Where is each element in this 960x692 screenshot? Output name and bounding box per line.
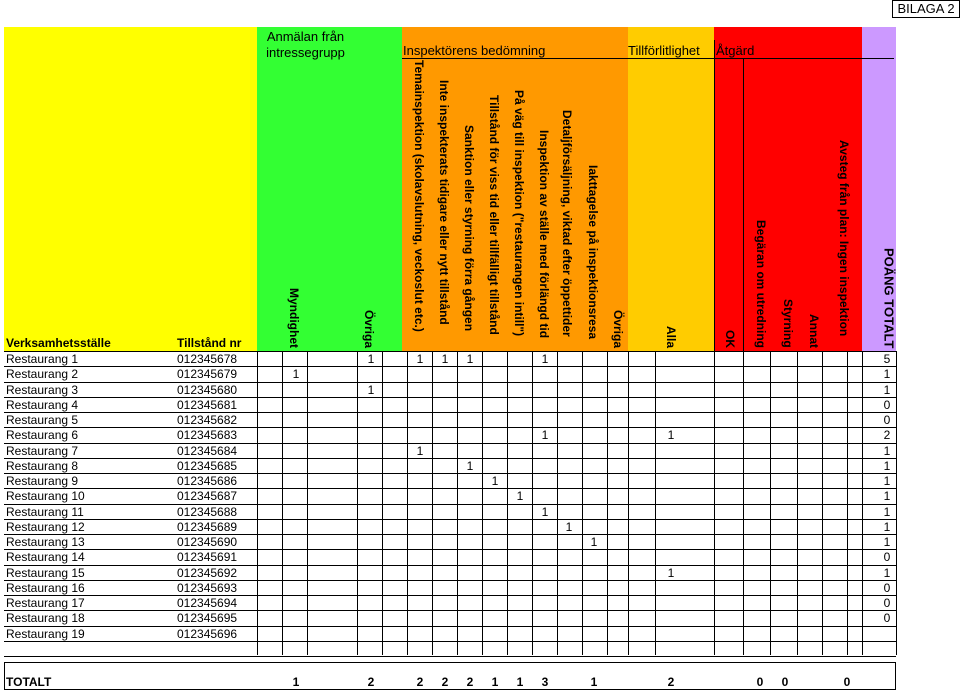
header-divider [402, 58, 894, 59]
total-label: TOTALT [6, 675, 52, 689]
row-cell-value: 1 [541, 352, 549, 366]
row-cell-value: 1 [590, 535, 598, 549]
total-cell-value: 0 [843, 675, 851, 689]
col-sanktion [459, 60, 479, 350]
row-poang-total: 0 [883, 550, 891, 565]
row-poang-total: 2 [883, 428, 891, 443]
row-tillstand-nr: 012345691 [177, 550, 238, 565]
total-row-box [4, 662, 896, 690]
col-inte-inspekterats [434, 60, 454, 350]
col-ovriga2 [608, 60, 628, 350]
grid-hline [4, 641, 896, 642]
table-row [0, 473, 960, 488]
table-row [0, 458, 960, 473]
header-styrning: Styrning [781, 299, 795, 348]
row-cell-value: 1 [516, 489, 524, 504]
total-cell-value: 2 [441, 675, 449, 689]
col-alla [661, 60, 681, 350]
table-row [0, 595, 960, 610]
header-iakttagelse: Iakttagelse på inspektionsresa [586, 165, 600, 340]
green-band [257, 27, 402, 351]
col-detalj [557, 60, 577, 350]
table-row [0, 610, 960, 625]
header-ovriga1: Övriga [362, 309, 376, 348]
row-poang-total: 0 [883, 580, 891, 595]
header-inte-inspekterats: Inte inspekterats tidigare eller nytt tillstånd [437, 80, 451, 325]
col-ok [720, 60, 740, 350]
row-verksamhetsstalle: Restaurang 6 [6, 428, 79, 443]
header-ok: OK [723, 330, 737, 348]
row-poang-total: 1 [883, 474, 891, 488]
header-tema: Temainspektion (skolavslutning, veckoslut etc.) [412, 60, 426, 332]
row-poang-total: 0 [883, 413, 891, 427]
header-sanktion: Sanktion eller styrning förra gången [462, 125, 476, 332]
header-tillstand-nr: Tillstånd nr [177, 336, 242, 350]
header-pa-vag: På väg till inspektion ("restaurangen intill") [512, 90, 526, 337]
row-verksamhetsstalle: Restaurang 18 [6, 611, 85, 626]
row-poang-total: 1 [883, 519, 891, 534]
total-cell-value: 1 [292, 675, 300, 689]
col-annat [804, 60, 824, 350]
header-divider-v [714, 40, 715, 351]
table-row [0, 534, 960, 549]
table-row [0, 427, 960, 442]
total-cell-value: 3 [541, 675, 549, 689]
header-annat: Annat [807, 314, 821, 348]
total-cell-value: 2 [367, 675, 375, 689]
row-tillstand-nr: 012345692 [177, 565, 238, 580]
header-myndighet: Myndighet [287, 288, 301, 348]
row-tillstand-nr: 012345679 [177, 367, 238, 382]
row-cell-value: 1 [667, 428, 675, 443]
total-cell-value: 2 [466, 675, 474, 689]
header-ovriga2: Övriga [611, 309, 625, 348]
row-tillstand-nr: 012345686 [177, 474, 238, 488]
row-cell-value: 1 [367, 382, 375, 397]
row-tillstand-nr: 012345693 [177, 580, 238, 595]
row-verksamhetsstalle: Restaurang 13 [6, 535, 85, 549]
row-tillstand-nr: 012345682 [177, 413, 238, 427]
row-verksamhetsstalle: Restaurang 19 [6, 626, 85, 641]
row-cell-value: 1 [367, 352, 375, 366]
row-verksamhetsstalle: Restaurang 7 [6, 443, 79, 458]
row-poang-total: 0 [883, 397, 891, 412]
row-poang-total: 5 [883, 352, 891, 366]
col-iakttagelse [583, 60, 603, 350]
row-poang-total: 1 [883, 458, 891, 473]
header-tillstand-viss: Tillstånd för viss tid eller tillfälligt tillstånd [487, 95, 501, 335]
row-poang-total: 0 [883, 611, 891, 626]
row-verksamhetsstalle: Restaurang 1 [6, 352, 79, 366]
row-tillstand-nr: 012345678 [177, 352, 238, 366]
table-row [0, 351, 960, 366]
yellow-band [4, 27, 257, 351]
row-verksamhetsstalle: Restaurang 10 [6, 489, 85, 504]
table-row [0, 565, 960, 580]
row-poang-total: 1 [883, 367, 891, 382]
grid-hline [4, 656, 896, 657]
row-verksamhetsstalle: Restaurang 5 [6, 413, 79, 427]
row-cell-value: 1 [491, 474, 499, 488]
col-styrning [778, 60, 798, 350]
row-verksamhetsstalle: Restaurang 3 [6, 382, 79, 397]
row-verksamhetsstalle: Restaurang 15 [6, 565, 85, 580]
total-cell-value: 1 [590, 675, 598, 689]
header-avsteg: Avsteg från plan: Ingen inspektion [837, 140, 851, 337]
row-tillstand-nr: 012345694 [177, 596, 238, 610]
row-tillstand-nr: 012345688 [177, 504, 238, 519]
row-verksamhetsstalle: Restaurang 14 [6, 550, 85, 565]
row-cell-value: 1 [565, 519, 573, 534]
row-tillstand-nr: 012345680 [177, 382, 238, 397]
col-tema [409, 60, 429, 350]
row-verksamhetsstalle: Restaurang 17 [6, 596, 85, 610]
header-alla: Alla [664, 325, 678, 348]
total-cell-value: 1 [491, 675, 499, 689]
group-atgard: Åtgärd [716, 43, 755, 58]
group-anmalan: Anmälan från intressegrupp [266, 29, 345, 60]
total-cell-value: 1 [516, 675, 524, 689]
table-row [0, 412, 960, 427]
row-tillstand-nr: 012345684 [177, 443, 238, 458]
row-poang-total: 1 [883, 535, 891, 549]
total-cell-value: 0 [756, 675, 764, 689]
row-cell-value: 1 [667, 565, 675, 580]
table-row [0, 549, 960, 564]
header-detalj: Detaljförsäljning, viktad efter öppettider [560, 110, 574, 337]
row-tillstand-nr: 012345690 [177, 535, 238, 549]
col-inspektion-stalle [534, 60, 554, 350]
row-cell-value: 1 [416, 352, 424, 366]
row-cell-value: 1 [416, 443, 424, 458]
row-tillstand-nr: 012345695 [177, 611, 238, 626]
row-poang-total: 1 [883, 504, 891, 519]
header-verksamhetsstalle: Verksamhetsställe [6, 336, 111, 350]
row-poang-total: 1 [883, 382, 891, 397]
row-tillstand-nr: 012345681 [177, 397, 238, 412]
bilaga-label: BILAGA 2 [892, 0, 960, 18]
table-row [0, 580, 960, 595]
table-row [0, 366, 960, 381]
table-row [0, 519, 960, 534]
row-verksamhetsstalle: Restaurang 9 [6, 474, 79, 488]
row-cell-value: 1 [292, 367, 300, 382]
row-tillstand-nr: 012345687 [177, 489, 238, 504]
row-cell-value: 1 [541, 428, 549, 443]
row-verksamhetsstalle: Restaurang 16 [6, 580, 85, 595]
row-poang-total: 1 [883, 443, 891, 458]
group-tillforlitlighet: Tillförlitlighet [628, 43, 700, 58]
row-verksamhetsstalle: Restaurang 8 [6, 458, 79, 473]
col-myndighet [284, 60, 304, 350]
header-divider-v2 [743, 58, 744, 351]
total-cell-value: 2 [416, 675, 424, 689]
col-avsteg [834, 60, 854, 350]
table-row [0, 504, 960, 519]
col-tillstand-viss [484, 60, 504, 350]
row-cell-value: 1 [441, 352, 449, 366]
group-inspektor: Inspektörens bedömning [403, 43, 546, 58]
header-begaran: Begäran om utredning [754, 219, 768, 348]
row-verksamhetsstalle: Restaurang 11 [6, 504, 84, 519]
header-poang: POÄNG TOTALT [881, 247, 897, 348]
col-poang [879, 60, 899, 350]
table-row [0, 488, 960, 503]
table-row [0, 397, 960, 412]
row-cell-value: 1 [541, 504, 549, 519]
row-verksamhetsstalle: Restaurang 12 [6, 519, 85, 534]
col-begaran [751, 60, 771, 350]
row-poang-total: 1 [883, 565, 891, 580]
col-pa-vag [509, 60, 529, 350]
row-tillstand-nr: 012345696 [177, 626, 238, 641]
row-cell-value: 1 [466, 352, 474, 366]
col-ovriga1 [359, 60, 379, 350]
row-verksamhetsstalle: Restaurang 2 [6, 367, 79, 382]
row-tillstand-nr: 012345683 [177, 428, 238, 443]
row-poang-total: 0 [883, 596, 891, 610]
row-verksamhetsstalle: Restaurang 4 [6, 397, 79, 412]
total-cell-value: 0 [781, 675, 789, 689]
table-row [0, 626, 960, 641]
table-row [0, 443, 960, 458]
row-tillstand-nr: 012345685 [177, 458, 238, 473]
header-inspektion-stalle: Inspektion av ställe med förlängd tid [537, 130, 551, 339]
table-row [0, 382, 960, 397]
row-tillstand-nr: 012345689 [177, 519, 238, 534]
total-cell-value: 2 [667, 675, 675, 689]
row-cell-value: 1 [466, 458, 474, 473]
row-poang-total: 1 [883, 489, 891, 504]
